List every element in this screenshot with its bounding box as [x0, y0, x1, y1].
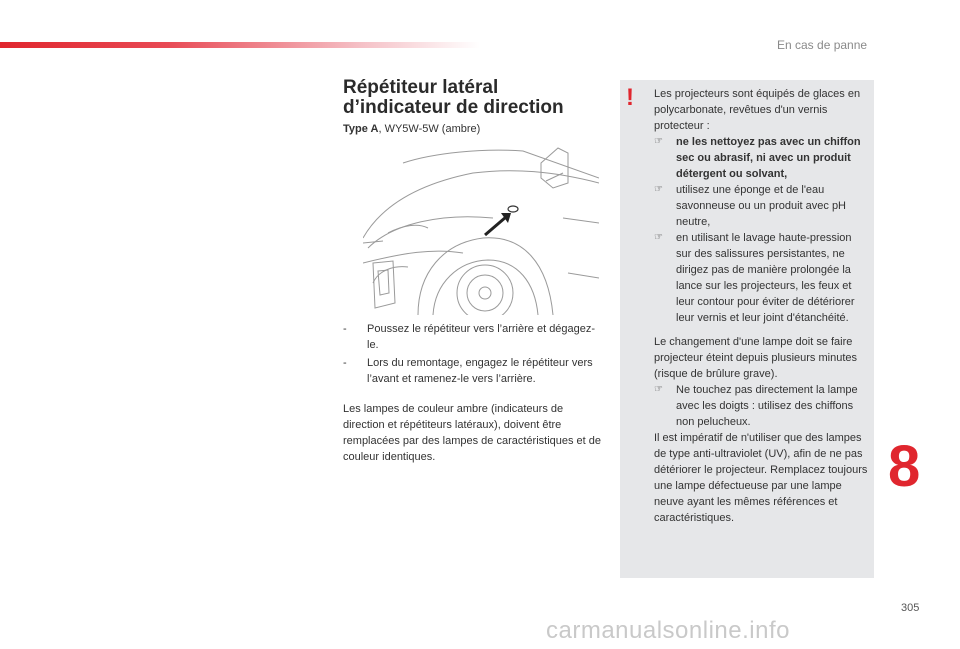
- chapter-number: 8: [888, 434, 921, 499]
- pointing-hand-icon: ☞: [654, 136, 663, 147]
- notice-bullet-text: en utilisant le lavage haute-pression sur des salissures persistantes, ne dirigez pas de manière prolongée la lance sur les projecteurs, les feux et leur contour pour éviter de détériorer leur vernis et leur joint d'étanchéité.: [676, 232, 855, 324]
- notice-bullet: [654, 382, 868, 430]
- procedure-step: [343, 321, 603, 353]
- notice-intro: Les projecteurs sont équipés de glaces en polycarbonate, revêtues d'un vernis protecteur :: [654, 88, 861, 132]
- lamp-type: [343, 123, 480, 135]
- pointing-hand-icon: ☞: [654, 232, 663, 243]
- lamp-type-label: Type A: [343, 123, 379, 135]
- notice-content: [654, 86, 868, 526]
- page-title: [343, 78, 603, 118]
- notice-bullet-text: ne les nettoyez pas avec un chiffon sec ou abrasif, ni avec un produit détergent ou solvant,: [676, 136, 861, 180]
- lamp-type-value: , WY5W-5W (ambre): [378, 123, 481, 135]
- pointing-hand-icon: ☞: [654, 384, 663, 395]
- step-marker: -: [343, 323, 347, 335]
- notice-bullet: [654, 182, 868, 230]
- page-title-line1: Répétiteur latéral: [343, 77, 499, 98]
- notice-bullet: [654, 230, 868, 326]
- procedure-step: [343, 355, 603, 387]
- procedure-steps: [343, 321, 603, 389]
- watermark: carmanualsonline.info: [546, 617, 790, 644]
- notice-bullet-text: Ne touchez pas directement la lampe avec les doigts : utilisez des chiffons non pelucheux.: [676, 384, 858, 428]
- section-title: En cas de panne: [777, 38, 868, 52]
- warning-exclamation-icon: !: [626, 84, 634, 111]
- side-repeater-illustration: [363, 143, 599, 315]
- header-accent-bar: [0, 42, 480, 48]
- page-number: 305: [901, 602, 920, 614]
- pointing-hand-icon: ☞: [654, 184, 663, 195]
- step-marker: -: [343, 357, 347, 369]
- page-title-line2: d’indicateur de direction: [343, 97, 564, 118]
- notice-bullet-text: utilisez une éponge et de l'eau savonneuse ou un produit avec pH neutre,: [676, 184, 847, 228]
- notice-uv-warning: Il est impératif de n'utiliser que des lampes de type anti-ultraviolet (UV), afin de ne pas détériorer le projecteur. Remplacez toujours une lampe défectueuse par une lampe neuve ayant les mêmes références et caractéristiques.: [654, 432, 868, 524]
- step-text: Lors du remontage, engagez le répétiteur vers l’avant et ramenez-le vers l’arrière.: [367, 357, 593, 385]
- notice-lamp-change: Le changement d'une lampe doit se faire projecteur éteint depuis plusieurs minutes (risque de brûlure grave).: [654, 336, 858, 380]
- step-text: Poussez le répétiteur vers l’arrière et dégagez-le.: [367, 323, 596, 351]
- lamp-color-note: Les lampes de couleur ambre (indicateurs de direction et répétiteurs latéraux), doivent être remplacées par des lampes de caractéristiques et de couleur identiques.: [343, 403, 602, 463]
- notice-bullet: [654, 134, 868, 182]
